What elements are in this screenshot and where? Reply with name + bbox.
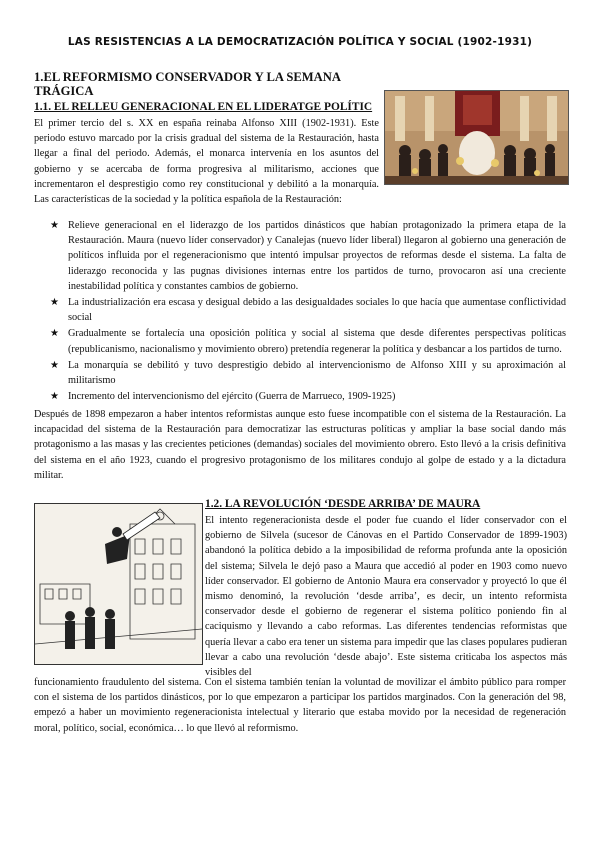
star-icon: ★ [50,297,59,309]
list-item: ★ La monarquía se debilitó y tuvo desprestigio debido al intervencionismo de Alfonso XIII y su aproximación al militarismo [50,359,566,387]
maura-paragraph-continued: funcionamiento fraudulento del sistema. Con el sistema también tenían la voluntad de movilizar el ámbito público para romper con el sistema de los partidos dinásticos, por lo que empezaron a participar los partidos marginados. Con la generación del 98, empezó a haber un movimiento regeneracionista intelectual y literario que estaba movido por la necesidad de regeneración moral, político, social, económica… lo que llevó al reformismo. [34,677,566,734]
characteristics-list [50,218,566,405]
list-item: ★ Gradualmente se fortalecía una oposición política y social al sistema que desde diferentes perspectivas políticas (republicanismo, nacionalismo y movimiento obrero) pretendía regenerar la política y desbancar a los partidos de turno. [50,328,566,355]
painting-illustration [385,91,568,184]
star-icon: ★ [50,391,59,403]
caricature-drawing [35,504,202,664]
page-title: LAS RESISTENCIAS A LA DEMOCRATIZACIÓN POLÍTICA Y SOCIAL (1902-1931) [67,36,533,48]
list-item: ★ Incremento del intervencionismo del ejército (Guerra de Marrueco, 1909-1925) [50,389,566,404]
maura-paragraph: El intento regeneracionista desde el poder fue cuando el líder conservador con el gobierno de Silvela (sucesor de Cánovas en el Partido Conservador de 1899-1903) abandonó la política debido a la imposibilidad de reforma profunda ante la oposición del sistema; Silvela le dejó paso a Maura que accedió al poder en 1903 como nuevo líder conservador. El gobierno de Antonio Maura era conservador y proyectó lo que él mismo denominó, la revolución ‘desde arriba’, es decir, un intento reformista conservador desde el gobierno de regenerar el sistema político poniendo fin al caciquismo y llevando a cabo reformas. Las diferentes tendencias reformistas que quería llevar a cabo era tener un sistema para impedir que las clases populares pudieran llevar a cabo una revolución ‘desde abajo’. Este sistema criticaba los aspectos más visibles del [205,515,567,679]
list-item: ★ La industrialización era escasa y desigual debido a las desigualdades sociales lo que hacía que aumentase conflictividad social [50,297,566,324]
subsection-heading-1-2: 1.2. LA REVOLUCIÓN ‘DESDE ARRIBA’ DE MAURA [205,498,481,510]
section-heading: 1.EL REFORMISMO CONSERVADOR Y LA SEMANA TRÁGICA [34,70,341,98]
intro-paragraph: El primer tercio del s. XX en españa reinaba Alfonso XIII (1902-1931). Este periodo estuvo marcado por la crisis gradual del sistema de la Restauración, hasta llegar a final del periodo. Además, el monarca intervenía en los asuntos del gobierno y se acercaba de forma progresiva al militarismo, acciones que incrementaron el desprestigio como rey constitucional y debilitó a la monarquía. Las características de la sociedad y la política española de la Restauración: [34,118,379,206]
star-icon: ★ [50,220,59,231]
subsection-heading-1-1: 1.1. EL RELLEU GENERACIONAL EN EL LIDERATGE POLÍTIC [34,101,373,113]
star-icon: ★ [50,328,59,340]
star-icon: ★ [50,359,59,371]
closing-paragraph: Después de 1898 empezaron a haber intentos reformistas aunque esto fuese incompatible con el sistema de la Restauración. La incapacidad del sistema de la Restauración para democratizar las estructuras políticas y ampliar la base social dando más protagonismo a las masas y las crecientes peticiones (demandas) sociales del movimiento obrero. Esto llevó a la crisis definitiva del sistema en el año 1923, cuando el progresivo protagonismo de los militares condujo al golpe de estado y a la dictadura militar. [34,409,566,481]
political-caricature-illustration [34,503,203,665]
list-item: ★ Relieve generacional en el liderazgo de los partidos dinásticos que habían protagonizado la primera etapa de la Restauración. Maura (nuevo líder conservador) y Canalejas (nuevo líder liberal) llegaron al gobierno una generación de políticos influida por el regeneracionismo que intentó impulsar proyectos de reformas desde el sistema. La falta de liderazgo reconocida y las pugnas divisiones internas entre los partidos de turno, provocaron así una creciente inestabilidad política y constantes cambios de gobierno. [50,220,566,292]
royal-court-painting [384,90,569,185]
